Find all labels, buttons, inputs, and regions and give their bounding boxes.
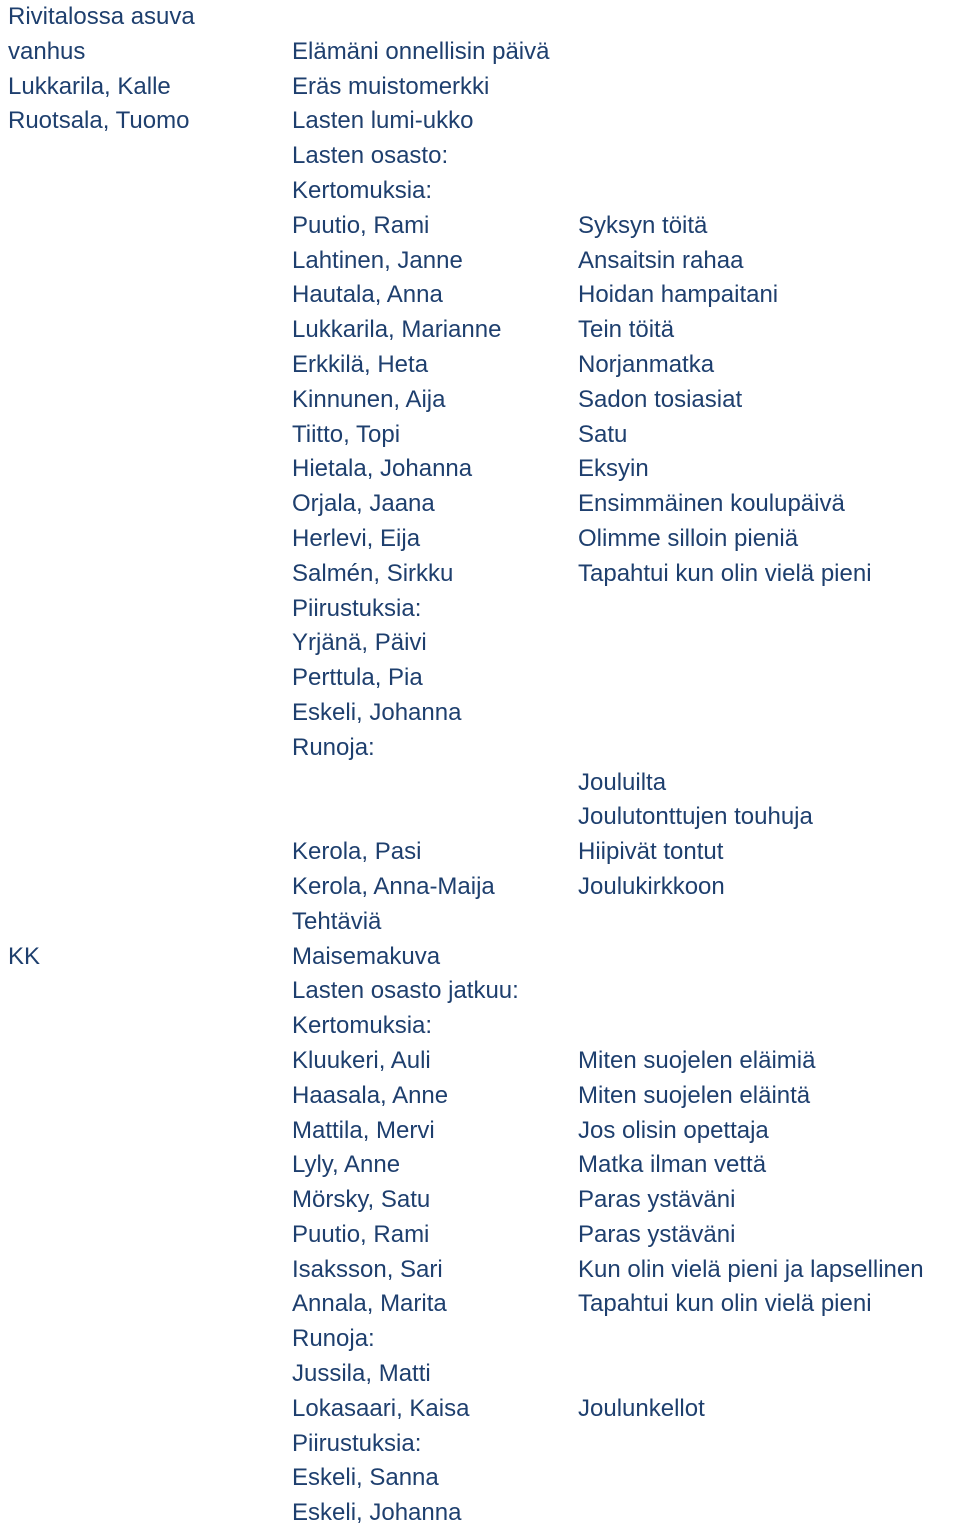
middle-column-line: Lasten lumi-ukko [292, 107, 474, 135]
right-column-line [578, 696, 924, 731]
left-column-line [8, 1253, 195, 1288]
right-column-line: Sadon tosiasiat [578, 385, 743, 413]
middle-column-line: Kluukeri, Auli [292, 1046, 431, 1074]
left-column-line [8, 418, 195, 453]
middle-column-line: Piirustuksia: [292, 594, 422, 622]
middle-column-line: Kerola, Anna-Maija [292, 872, 495, 900]
left-column-line [8, 1461, 195, 1496]
middle-column-line: Annala, Marita [292, 1290, 447, 1318]
right-column-line: Jouluilta [578, 768, 667, 796]
right-column-line: Ensimmäinen koulupäivä [578, 490, 845, 518]
left-column-line [8, 1427, 195, 1462]
right-column-line: Tapahtui kun olin vielä pieni [578, 1290, 872, 1318]
right-column-line [578, 35, 924, 70]
right-column-line [578, 731, 924, 766]
middle-column-line: Hietala, Johanna [292, 455, 473, 483]
left-column-line [8, 626, 195, 661]
middle-column-line: Haasala, Anne [292, 1081, 449, 1109]
left-column-line [8, 557, 195, 592]
middle-column-line: Mörsky, Satu [292, 1186, 431, 1214]
right-column-line [578, 626, 924, 661]
right-column-line [578, 1461, 924, 1496]
left-column-line [8, 1183, 195, 1218]
left-column-line [8, 522, 195, 557]
right-column-line [578, 1357, 924, 1392]
left-column-line: KK [8, 942, 41, 970]
middle-column-line: Tehtäviä [292, 907, 382, 935]
left-column-line: Rivitalossa asuva [8, 3, 195, 30]
left-column-line [8, 1009, 195, 1044]
middle-column-line: Lyly, Anne [292, 1151, 401, 1179]
middle-column-line: Isaksson, Sari [292, 1255, 443, 1283]
middle-column-line: Runoja: [292, 1325, 375, 1353]
right-column-line [578, 661, 924, 696]
right-column-line [578, 174, 924, 209]
left-column-line [8, 1218, 195, 1253]
right-column-line: Syksyn töitä [578, 211, 708, 239]
left-column-line [8, 870, 195, 905]
middle-column-line: Tiitto, Topi [292, 420, 401, 448]
left-column-line [8, 731, 195, 766]
right-column-line [578, 0, 924, 35]
middle-column-line: Puutio, Rami [292, 211, 430, 239]
left-column-line [8, 1322, 195, 1357]
left-column-line [8, 1392, 195, 1427]
right-column-line: Jos olisin opettaja [578, 1116, 769, 1144]
right-column-line: Norjanmatka [578, 350, 715, 378]
middle-column-line: Erkkilä, Heta [292, 350, 429, 378]
right-column-line: Paras ystäväni [578, 1186, 736, 1214]
left-column-line [8, 1496, 195, 1531]
right-column-line: Satu [578, 420, 628, 448]
middle-column-line: Kertomuksia: [292, 176, 433, 204]
right-column-line [578, 1496, 924, 1531]
middle-column-line: Orjala, Jaana [292, 490, 435, 518]
left-column-line [8, 905, 195, 940]
right-column-line [578, 940, 924, 975]
left-column-line [8, 696, 195, 731]
left-column-line [8, 209, 195, 244]
left-column-line [8, 278, 195, 313]
middle-column-line: Lasten osasto: [292, 142, 449, 170]
left-column-line [8, 661, 195, 696]
right-column [578, 0, 924, 1531]
right-column-line: Eksyin [578, 455, 649, 483]
middle-column-line: Eskeli, Sanna [292, 1464, 439, 1492]
left-column-line [8, 592, 195, 627]
right-column-line [578, 70, 924, 105]
middle-column-line: Jussila, Matti [292, 1360, 431, 1388]
left-column-line [8, 139, 195, 174]
right-column-line: Ansaitsin rahaa [578, 246, 744, 274]
right-column-line: Kun olin vielä pieni ja lapsellinen [578, 1255, 924, 1283]
right-column-line [578, 104, 924, 139]
left-column [8, 0, 195, 1531]
left-column-line [8, 244, 195, 279]
middle-column-line: Maisemakuva [292, 942, 441, 970]
middle-column-line: Salmén, Sirkku [292, 559, 454, 587]
right-column-line: Matka ilman vettä [578, 1151, 767, 1179]
middle-column-line: Kinnunen, Aija [292, 385, 446, 413]
middle-column-line: Eskeli, Johanna [292, 698, 462, 726]
middle-column-line: Herlevi, Eija [292, 524, 421, 552]
middle-column-line: Puutio, Rami [292, 1220, 430, 1248]
middle-column-line: Lokasaari, Kaisa [292, 1394, 470, 1422]
right-column-line: Tein töitä [578, 316, 675, 344]
left-column-line [8, 452, 195, 487]
right-column-line [578, 974, 924, 1009]
middle-column-line: Kerola, Pasi [292, 838, 422, 866]
right-column-line: Joulunkellot [578, 1394, 705, 1422]
left-column-line [8, 383, 195, 418]
right-column-line [578, 139, 924, 174]
left-column-line: Lukkarila, Kalle [8, 72, 171, 100]
middle-column-line [292, 800, 549, 835]
middle-column-line: Runoja: [292, 733, 375, 761]
left-column-line [8, 348, 195, 383]
right-column-line [578, 1009, 924, 1044]
right-column-line [578, 905, 924, 940]
middle-column [292, 0, 549, 1531]
middle-column-line: Mattila, Mervi [292, 1116, 435, 1144]
left-column-line [8, 766, 195, 801]
left-column-line [8, 1044, 195, 1079]
right-column-line [578, 1322, 924, 1357]
left-column-line [8, 1114, 195, 1149]
middle-column-line: Lahtinen, Janne [292, 246, 463, 274]
right-column-line [578, 592, 924, 627]
middle-column-line: Lasten osasto jatkuu: [292, 977, 519, 1005]
middle-column-line: Yrjänä, Päivi [292, 629, 427, 657]
middle-column-line: Piirustuksia: [292, 1429, 422, 1457]
right-column-line: Joulukirkkoon [578, 872, 725, 900]
left-column-line [8, 835, 195, 870]
middle-column-line [292, 766, 549, 801]
middle-column-line: Eräs muistomerkki [292, 72, 490, 100]
left-column-line [8, 974, 195, 1009]
left-column-line [8, 174, 195, 209]
middle-column-line [292, 0, 549, 35]
right-column-line: Olimme silloin pieniä [578, 524, 799, 552]
middle-column-line: Elämäni onnellisin päivä [292, 37, 550, 65]
left-column-line [8, 800, 195, 835]
left-column-line [8, 1079, 195, 1114]
middle-column-line: Hautala, Anna [292, 281, 443, 309]
right-column-line [578, 1427, 924, 1462]
left-column-line [8, 1357, 195, 1392]
left-column-line [8, 1287, 195, 1322]
middle-column-line: Kertomuksia: [292, 1012, 433, 1040]
right-column-line: Paras ystäväni [578, 1220, 736, 1248]
left-column-line [8, 313, 195, 348]
left-column-line [8, 1148, 195, 1183]
right-column-line: Miten suojelen eläimiä [578, 1046, 816, 1074]
right-column-line: Tapahtui kun olin vielä pieni [578, 559, 872, 587]
left-column-line [8, 487, 195, 522]
left-column-line: Ruotsala, Tuomo [8, 107, 190, 135]
right-column-line: Hiipivät tontut [578, 838, 724, 866]
middle-column-line: Lukkarila, Marianne [292, 316, 502, 344]
middle-column-line: Eskeli, Johanna [292, 1499, 462, 1527]
right-column-line: Joulutonttujen touhuja [578, 803, 813, 831]
right-column-line: Hoidan hampaitani [578, 281, 779, 309]
left-column-line: vanhus [8, 37, 86, 65]
middle-column-line: Perttula, Pia [292, 664, 423, 692]
right-column-line: Miten suojelen eläintä [578, 1081, 811, 1109]
